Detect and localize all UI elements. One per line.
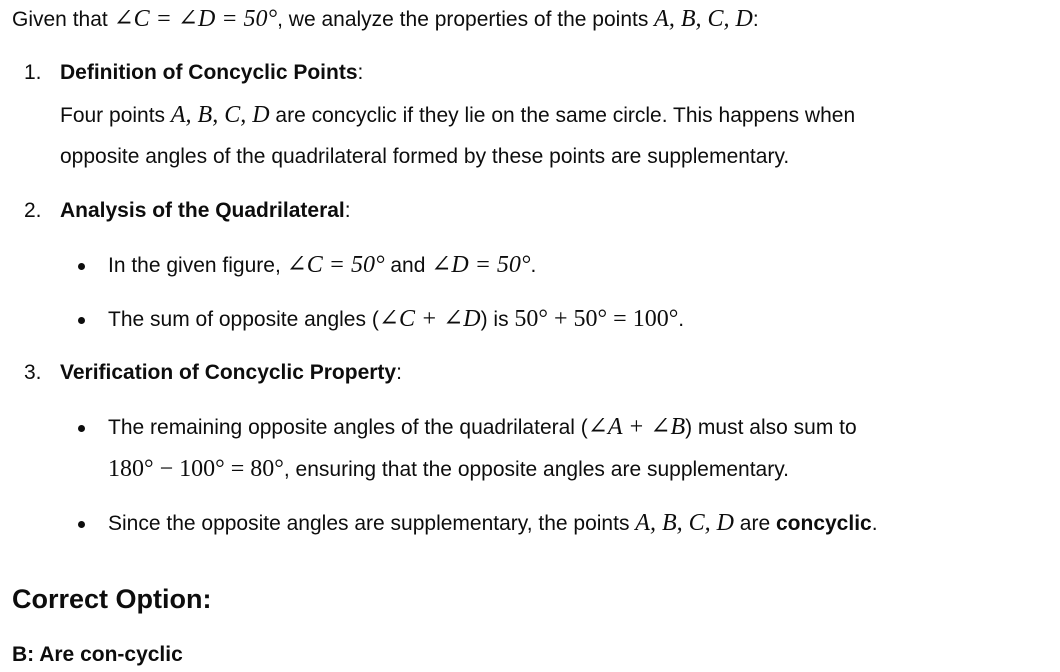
- item-2-bullet-1: In the given figure, ∠C = 50° and ∠D = 50°.: [108, 252, 537, 278]
- item-3-number: 3.: [24, 361, 42, 384]
- bullet-dot: [78, 317, 85, 324]
- item-1-title: Definition of Concyclic Points:: [60, 61, 364, 84]
- item-1-points: A, B, C, D: [170, 102, 270, 128]
- item-2-bullet-2: The sum of opposite angles (∠C + ∠D) is 50° + 50° = 100°.: [108, 306, 685, 332]
- bullet-dot: [78, 263, 85, 270]
- item-2-number: 2.: [24, 199, 42, 222]
- item-1-number: 1.: [24, 61, 42, 84]
- item-3-title: Verification of Concyclic Property:: [60, 361, 402, 384]
- item-1-text-line-1: Four points A, B, C, D are concyclic if they lie on the same circle. This happens when: [60, 102, 856, 128]
- item-3-bullet-1-line-1: The remaining opposite angles of the quadrilateral (∠A + ∠B) must also sum to: [108, 414, 857, 440]
- intro-line: Given that ∠C = ∠D = 50°, we analyze the properties of the points A, B, C, D:: [12, 6, 759, 32]
- correct-option-value: B: Are con-cyclic: [12, 643, 183, 666]
- item-2-title: Analysis of the Quadrilateral:: [60, 199, 351, 222]
- item-1-text-line-2: opposite angles of the quadrilateral formed by these points are supplementary.: [60, 145, 790, 168]
- item-3-bullet-1-line-2: 180° − 100° = 80°, ensuring that the opposite angles are supplementary.: [108, 456, 789, 482]
- bullet-dot: [78, 425, 85, 432]
- item-3-bullet-2: Since the opposite angles are supplementary, the points A, B, C, D are concyclic.: [108, 510, 878, 536]
- bullet-dot: [78, 521, 85, 528]
- intro-points: A, B, C, D: [654, 6, 753, 32]
- correct-option-heading: Correct Option:: [12, 584, 212, 614]
- intro-angle-equation: ∠C = ∠D = 50°: [113, 6, 278, 32]
